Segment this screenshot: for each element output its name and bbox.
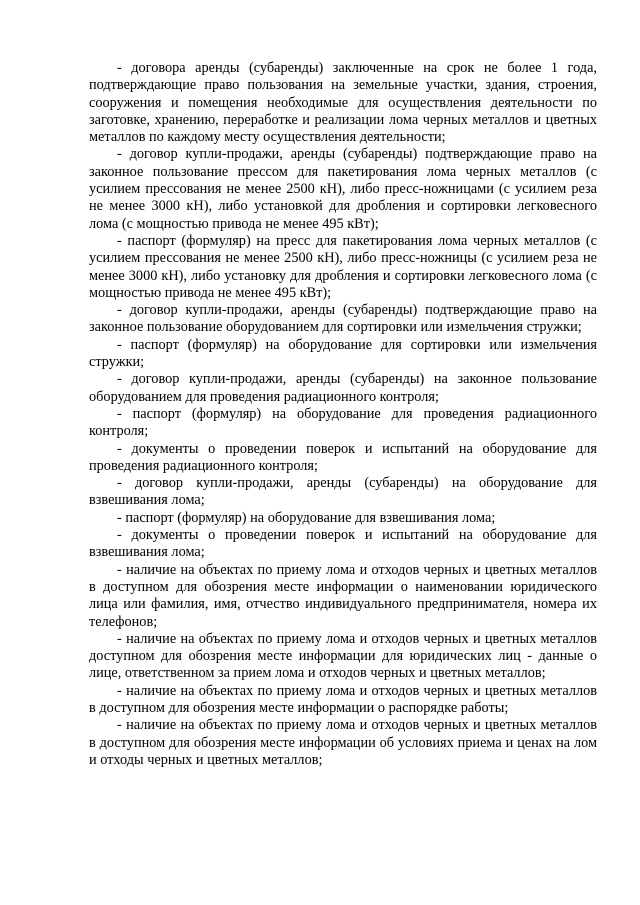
paragraph-radiation-equipment-passport: - паспорт (формуляр) на оборудование для проведения радиационного контроля; (89, 405, 597, 440)
paragraph-weighing-equipment-agreement: - договор купли-продажи, аренды (субаренды) на оборудование для взвешивания лома; (89, 475, 597, 509)
paragraph-weighing-equipment-passport: - паспорт (формуляр) на оборудование для взвешивания лома; (117, 509, 496, 526)
paragraph-operator-name-info: - наличие на объектах по приему лома и отходов черных и цветных металлов в доступном для обозрения месте информации о наименовании юридического лица или фамилия, имя, отчество индивидуального предпринимателя, номера их телефонов; (89, 561, 597, 630)
paragraph-press-purchase-agreement: - договор купли-продажи, аренды (субаренды) подтверждающие право на законное пользование прессом для пакетирования лома черных металлов (с усилием прессования не менее 2500 кН), либо пресс-ножницами (с усилием реза не менее 3000 кН), либо установкой для дробления и сортировки легковесного лома (с мощностью привода не менее 495 кВт); (89, 146, 597, 232)
paragraph-weighing-verification-documents: - документы о проведении поверок и испытаний на оборудование для взвешивания лома; (89, 527, 597, 561)
document-page (89, 60, 597, 769)
paragraph-working-hours-info: - наличие на объектах по приему лома и отходов черных и цветных металлов в доступном для обозрения месте информации о распорядке работы; (89, 682, 597, 716)
paragraph-radiation-equipment-agreement: - договор купли-продажи, аренды (субаренды) на законное пользование оборудованием для проведения радиационного контроля; (89, 371, 597, 405)
paragraph-shavings-equipment-passport: - паспорт (формуляр) на оборудование для сортировки или измельчения стружки; (89, 336, 597, 371)
paragraph-radiation-verification-documents: - документы о проведении поверок и испытаний на оборудование для проведения радиационного контроля; (89, 440, 597, 474)
paragraph-press-passport: - паспорт (формуляр) на пресс для пакетирования лома черных металлов (с усилием прессования не менее 2500 кН), либо пресс-ножницы (с усилием реза не менее 3000 кН), либо установку для дробления и сортировки легковесного лома (с мощностью привода не менее 495 кВт); (89, 232, 597, 301)
paragraph-shavings-equipment-agreement: - договор купли-продажи, аренды (субаренды) подтверждающие право на законное пользование оборудованием для сортировки или измельчения стружки; (89, 302, 597, 336)
paragraph-lease-agreements: - договора аренды (субаренды) заключенные на срок не более 1 года, подтверждающие право пользования на земельные участки, здания, строения, сооружения и помещения необходимые для осуществления деятельности по заготовке, хранению, переработке и реализации лома черных металлов и цветных металлов по каждому месту осуществления деятельности; (89, 60, 597, 146)
paragraph-responsible-person-info: - наличие на объектах по приему лома и отходов черных и цветных металлов доступном для обозрения месте информации для юридических лиц - данные о лице, ответственном за прием лома и отходов черных и цветных металлов; (89, 630, 597, 682)
paragraph-prices-conditions-info: - наличие на объектах по приему лома и отходов черных и цветных металлов в доступном для обозрения месте информации об условиях приема и ценах на лом и отходы черных и цветных металлов; (89, 717, 597, 768)
